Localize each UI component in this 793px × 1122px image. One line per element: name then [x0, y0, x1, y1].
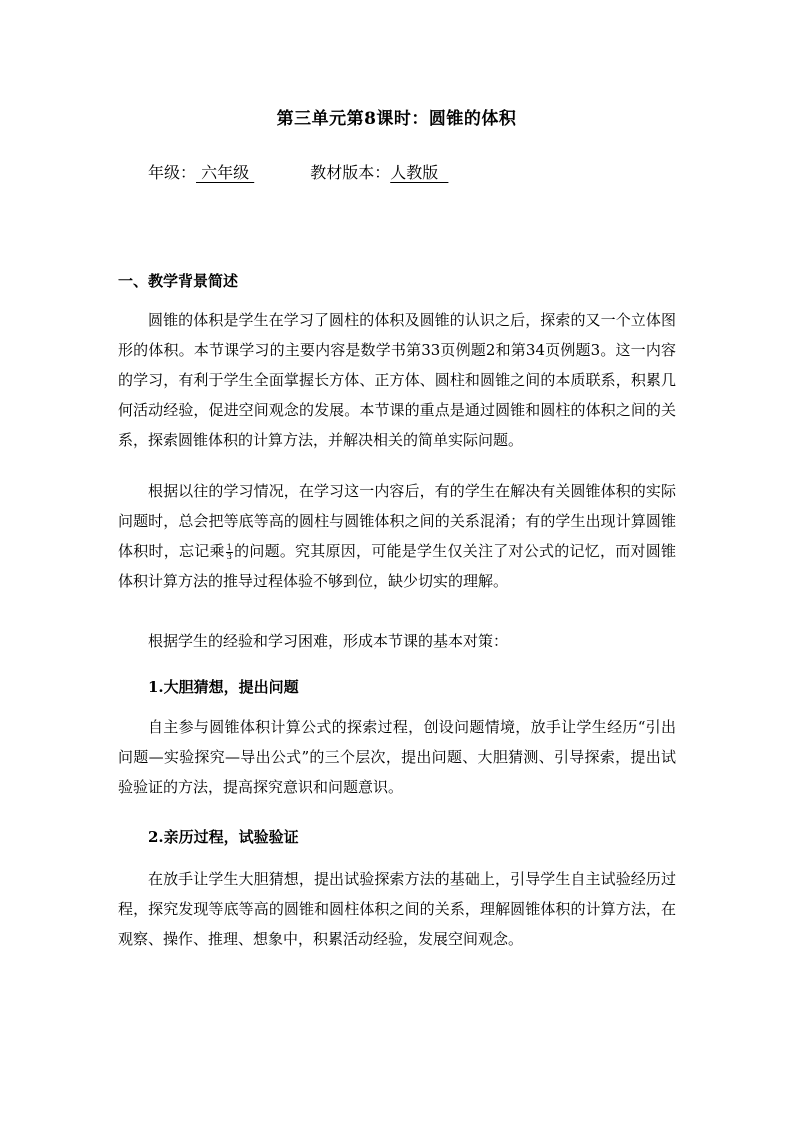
paragraph-difficulties-part2: 的问题。究其原因，可能是学生仅关注了对公式的记忆，而对圆锥体积计算方法的推导过程体验不够到位，缺少切实的理解。	[118, 542, 676, 590]
subheading-guess: 1.大胆猜想，提出问题	[148, 678, 299, 696]
fraction-one-third	[226, 544, 233, 561]
document-title: 第三单元第8课时：圆锥的体积	[276, 109, 517, 129]
textbook-label: 教材版本：	[310, 163, 391, 182]
paragraph-experiment: 在放手让学生大胆猜想，提出试验探索方法的基础上，引导学生自主试验经历过程，探究发现等底等高的圆锥和圆柱体积之间的关系，理解圆锥体积的计算方法，在观察、操作、推理、想象中，积累活动经验，发展空间观念。	[118, 870, 676, 948]
fraction-denominator: 3	[226, 551, 232, 561]
section-heading: 一、教学背景简述	[118, 272, 239, 290]
paragraph-guess: 自主参与圆锥体积计算公式的探索过程，创设问题情境，放手让学生经历“引出问题—实验探究—导出公式”的三个层次，提出问题、大胆猜测、引导探索，提出试验验证的方法，提高探究意识和问题意识。	[118, 718, 676, 796]
grade-value: 六年级	[196, 163, 255, 182]
fraction-numerator: 1	[226, 542, 232, 552]
paragraph-background: 圆锥的体积是学生在学习了圆柱的体积及圆锥的认识之后，探索的又一个立体图形的体积。本节课学习的主要内容是数学书第33页例题2和第34页例题3。这一内容的学习，有利于学生全面掌握长方体、正方体、圆柱和圆锥之间的本质联系，积累几何活动经验，促进空间观念的发展。本节课的重点是通过圆锥和圆柱的体积之间的关系，探索圆锥体积的计算方法，并解决相关的简单实际问题。	[118, 311, 676, 449]
grade-label: 年级：	[148, 163, 197, 182]
paragraph-strategy-intro: 根据学生的经验和学习困难，形成本节课的基本对策：	[148, 632, 509, 650]
paragraph-difficulties-part1: 根据以往的学习情况，在学习这一内容后，有的学生在解决有关圆锥体积的实际问题时，总会把等底等高的圆柱与圆锥体积之间的关系混淆；有的学生出现计算圆锥体积时，忘记乘	[118, 482, 676, 560]
document-meta	[148, 160, 448, 183]
subheading-experiment: 2.亲历过程，试验验证	[148, 828, 299, 846]
textbook-value: 人教版	[390, 163, 449, 182]
paragraph-difficulties	[118, 476, 676, 596]
